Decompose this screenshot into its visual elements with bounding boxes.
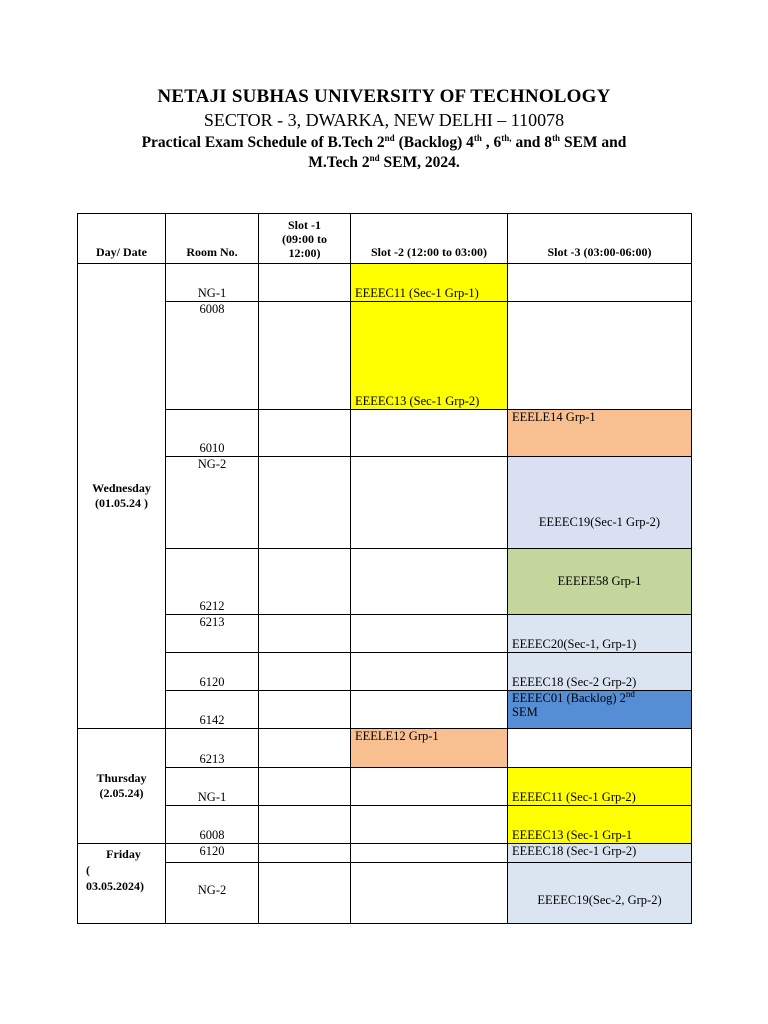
table-row (78, 264, 692, 302)
slot-1-cell (259, 863, 351, 924)
slot-3-cell: EEEEC20(Sec-1, Grp-1) (508, 615, 692, 653)
room-cell: NG-2 (166, 457, 259, 549)
schedule-table (77, 213, 692, 924)
header-slot-1-line: (09:00 to (282, 232, 327, 246)
room-cell: 6008 (166, 806, 259, 844)
slot-2-cell: EEEEC11 (Sec-1 Grp-1) (351, 264, 508, 302)
slot-2-cell (351, 457, 508, 549)
room-cell: 6008 (166, 302, 259, 410)
title-text: SEM and (560, 134, 627, 151)
table-row (78, 653, 692, 691)
slot-2-cell (351, 844, 508, 863)
slot-3-text: SEM (512, 705, 538, 719)
header-slot-1-line: Slot -1 (288, 218, 321, 232)
slot-3-sup: nd (625, 690, 635, 699)
table-row (78, 691, 692, 729)
slot-2-cell (351, 549, 508, 615)
title-text: and 8 (511, 134, 553, 151)
slot-3-cell: EEEEC19(Sec-2, Grp-2) (508, 863, 692, 924)
slot-1-cell (259, 410, 351, 457)
title-text: M.Tech 2 (308, 154, 370, 171)
slot-3-cell (508, 264, 692, 302)
university-address: SECTOR - 3, DWARKA, NEW DELHI – 110078 (203, 110, 565, 130)
room-cell: 6120 (166, 844, 259, 863)
slot-3-cell: EEEEE58 Grp-1 (508, 549, 692, 615)
slot-1-cell (259, 691, 351, 729)
slot-2-cell (351, 653, 508, 691)
room-cell: NG-1 (166, 264, 259, 302)
slot-1-cell (259, 768, 351, 806)
table-row (78, 844, 692, 863)
slot-3-text: EEEEC01 (Backlog) 2 (512, 691, 626, 705)
table-row (78, 457, 692, 549)
header-slot-3: Slot -3 (03:00-06:00) (508, 214, 692, 264)
day-name: Thursday (96, 771, 147, 785)
slot-3-cell: EEEEC11 (Sec-1 Grp-2) (508, 768, 692, 806)
day-date: (2.05.24) (99, 786, 144, 800)
table-row (78, 729, 692, 768)
day-name: Friday (106, 847, 141, 861)
header-room-no: Room No. (166, 214, 259, 264)
slot-1-cell (259, 549, 351, 615)
table-row (78, 806, 692, 844)
slot-3-cell (508, 302, 692, 410)
slot-3-cell: EEEEC19(Sec-1 Grp-2) (508, 457, 692, 549)
room-cell: 6212 (166, 549, 259, 615)
table-row (78, 549, 692, 615)
title-text: (Backlog) 4 (394, 134, 474, 151)
title-text: SEM, 2024. (379, 154, 460, 171)
header-slot-2: Slot -2 (12:00 to 03:00) (351, 214, 508, 264)
slot-3-cell: EEELE14 Grp-1 (508, 410, 692, 457)
slot-2-cell (351, 768, 508, 806)
slot-1-cell (259, 264, 351, 302)
slot-1-cell (259, 729, 351, 768)
table-row (78, 615, 692, 653)
slot-2-cell (351, 615, 508, 653)
table-row (78, 302, 692, 410)
room-cell: 6213 (166, 729, 259, 768)
title-sup: th (473, 132, 482, 143)
slot-3-cell (508, 691, 692, 729)
slot-3-cell (508, 729, 692, 768)
room-cell: 6120 (166, 653, 259, 691)
slot-1-cell (259, 844, 351, 863)
room-cell: 6010 (166, 410, 259, 457)
header-slot-1-line: 12:00) (288, 246, 321, 260)
day-name: Wednesday (92, 481, 151, 495)
room-cell: NG-1 (166, 768, 259, 806)
room-cell: 6213 (166, 615, 259, 653)
slot-1-cell (259, 806, 351, 844)
table-header-row (78, 214, 692, 264)
slot-1-cell (259, 653, 351, 691)
day-friday (78, 844, 166, 924)
slot-1-cell (259, 457, 351, 549)
day-date: 03.05.2024) (86, 879, 144, 893)
title-text: , 6 (481, 134, 502, 151)
title-sup: nd (369, 152, 380, 163)
slot-3-cell: EEEEC18 (Sec-2 Grp-2) (508, 653, 692, 691)
day-thursday (78, 729, 166, 844)
day-wednesday (78, 264, 166, 729)
title-sup: th (552, 132, 561, 143)
slot-1-cell (259, 615, 351, 653)
slot-3-cell: EEEEC13 (Sec-1 Grp-1 (508, 806, 692, 844)
header-slot-1 (259, 214, 351, 264)
slot-2-cell (351, 806, 508, 844)
slot-1-cell (259, 302, 351, 410)
slot-3-cell: EEEEC18 (Sec-1 Grp-2) (508, 844, 692, 863)
table-row (78, 768, 692, 806)
day-date: ( (86, 863, 90, 877)
table-row (78, 410, 692, 457)
schedule-title (0, 133, 768, 173)
slot-2-cell (351, 410, 508, 457)
table-row (78, 863, 692, 924)
title-text: Practical Exam Schedule of B.Tech 2 (141, 134, 385, 151)
room-cell: 6142 (166, 691, 259, 729)
slot-2-cell (351, 691, 508, 729)
header-day-date: Day/ Date (78, 214, 166, 264)
slot-2-cell: EEEEC13 (Sec-1 Grp-2) (351, 302, 508, 410)
room-cell: NG-2 (166, 863, 259, 924)
title-sup: nd (384, 132, 395, 143)
slot-2-cell (351, 863, 508, 924)
title-sup: th, (501, 132, 512, 143)
slot-2-cell: EEELE12 Grp-1 (351, 729, 508, 768)
day-date: (01.05.24 ) (95, 496, 148, 510)
university-name: NETAJI SUBHAS UNIVERSITY OF TECHNOLOGY (157, 86, 611, 107)
